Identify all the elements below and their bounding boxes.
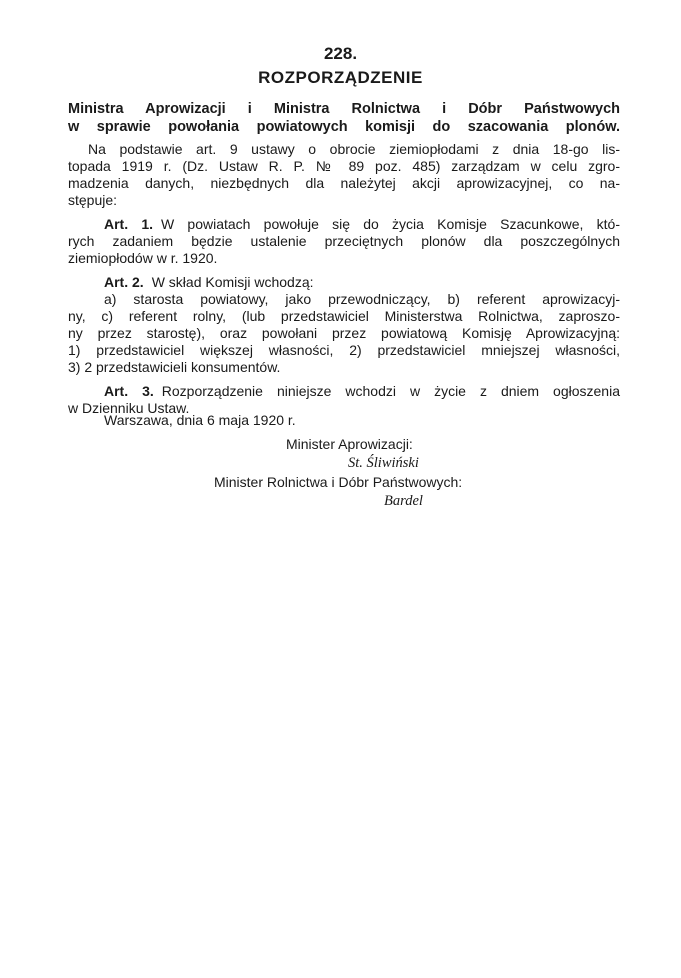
article-2-first-line	[68, 274, 620, 291]
minister-2-title: Minister Rolnictwa i Dóbr Państwowych:	[214, 474, 463, 490]
article-1	[68, 216, 620, 267]
article-2-label: Art. 2.	[104, 274, 144, 290]
subtitle-line: Ministra Aprowizacji i Ministra Rolnictwa i Dóbr Państwowych	[68, 101, 620, 117]
minister-1-title: Minister Aprowizacji:	[286, 436, 413, 452]
article-2-line: 3) 2 przedstawicieli konsumentów.	[68, 359, 281, 375]
document-body	[68, 141, 620, 424]
minister-2-name: Bardel	[384, 493, 423, 509]
article-2-line: W skład Komisji wchodzą:	[151, 274, 314, 290]
article-2	[68, 274, 620, 376]
minister-1-name: St. Śliwiński	[348, 455, 419, 471]
article-2-line: ny, c) referent rolny, (lub przedstawiciel Ministerstwa Rolnictwa, zaproszo-	[68, 308, 620, 324]
intro-line: topada 1919 r. (Dz. Ustaw R. P. № 89 poz. 485) zarządzam w celu zgro-	[68, 158, 620, 174]
article-1-line: W powiatach powołuje się do życia Komisje Szacunkowe, któ-	[161, 216, 620, 232]
article-2-line: ny przez starostę), oraz powołani przez powiatową Komisję Aprowizacyjną:	[68, 325, 620, 341]
intro-line: stępuje:	[68, 192, 118, 208]
article-2-line: 1) przedstawiciel większej własności, 2) przedstawiciel mniejszej własności,	[68, 342, 620, 358]
document-title: ROZPORZĄDZENIE	[258, 68, 423, 87]
article-1-label: Art. 1.	[104, 216, 153, 232]
article-3-first-line	[68, 383, 620, 400]
article-1-line: ziemiopłodów w r. 1920.	[68, 250, 218, 266]
article-3-label: Art. 3.	[104, 383, 154, 399]
intro-line: madzenia danych, niezbędnych dla należytej akcji aprowizacyjnej, co na-	[68, 175, 620, 191]
subtitle-line: w sprawie powołania powiatowych komisji do szacowania plonów.	[68, 119, 620, 135]
article-3-line: w Dzienniku Ustaw.	[68, 400, 190, 416]
intro-paragraph	[68, 141, 620, 209]
article-2-line: a) starosta powiatowy, jako przewodniczący, b) referent aprowizacyj-	[104, 291, 620, 307]
date-line: Warszawa, dnia 6 maja 1920 r.	[104, 412, 296, 428]
intro-line: Na podstawie art. 9 ustawy o obrocie ziemiopłodami z dnia 18-go lis-	[88, 141, 620, 157]
article-1-first-line	[68, 216, 620, 233]
article-1-line: rych zadaniem będzie ustalenie przeciętnych plonów dla poszczególnych	[68, 233, 620, 249]
article-3-line: Rozporządzenie niniejsze wchodzi w życie z dniem ogłoszenia	[161, 383, 620, 399]
act-number: 228.	[323, 44, 358, 63]
document-subtitle	[68, 100, 620, 136]
